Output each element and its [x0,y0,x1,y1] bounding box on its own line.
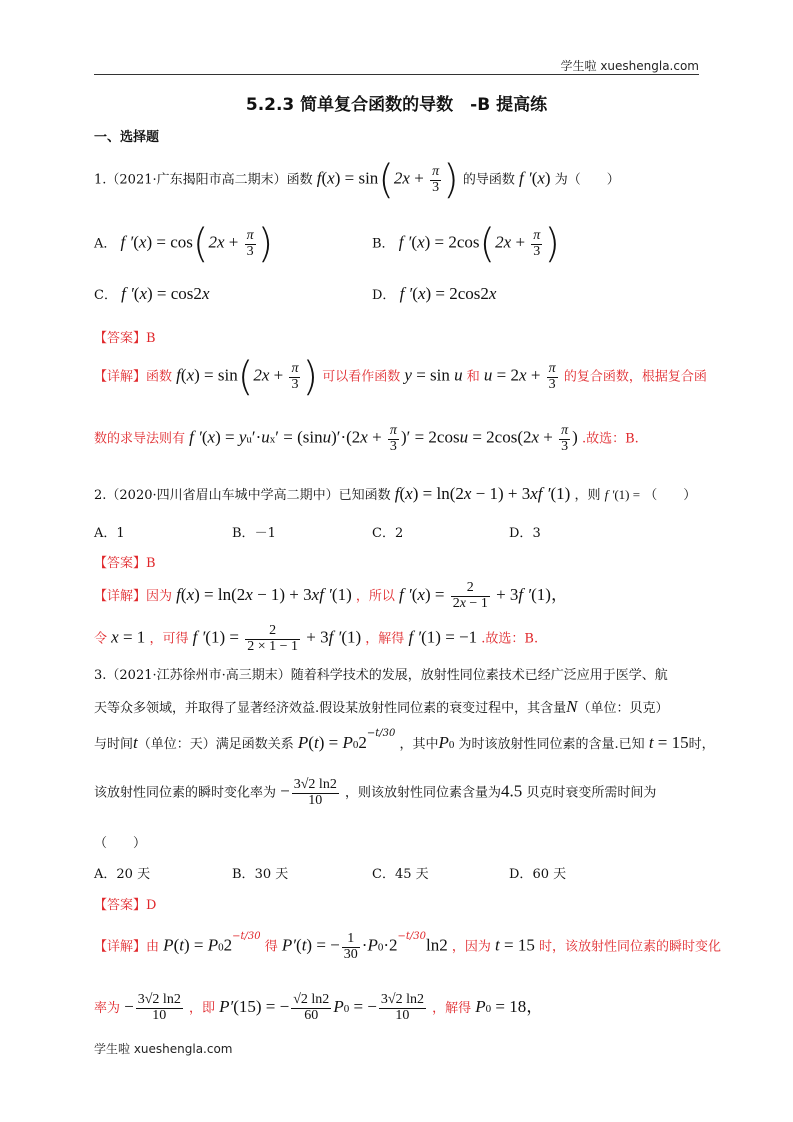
q1-detail-line1: 【详解】函数 f(x) = sin(2x + $\frac{\pi}{3}$ ) 可以看作函数 y = sin u 和 u = 2x + $\frac{\pi}{3}$ 的复合函数，根据复合函 [94,354,707,400]
q1-option-c: C． f ′(x) = cos2x [94,284,210,303]
q2-option-d: D．3 [509,526,541,541]
page-title: 5.2.3 简单复合函数的导数 -B 提高练 [245,95,548,115]
q3-option-c: C．45 天 [372,867,429,882]
q1-option-d: D． f ′(x) = 2cos2x [372,284,497,303]
q3-option-a: A．20 天 [94,867,151,882]
q3-option-b: B．30 天 [232,867,289,882]
q2-option-c: C．2 [372,526,404,541]
q2-detail-line2: 令 x = 1 ，可得 f ′(1) = $\frac{2}{2 \times 1 - 1}$ + 3f ′(1) ，解得 f ′(1) = −1 .故选：B. [94,623,539,654]
q1-option-a: A． f ′(x) = cos(2x + $\frac{\pi}{3}$ ) [94,221,274,267]
q1-option-b: B． f ′(x) = 2cos(2x + $\frac{\pi}{3}$ ) [372,221,560,267]
q3-line2: 天等众多领域，并取得了显著经济效益.假设某放射性同位素的衰变过程中，其含量N（单位：贝克） [94,697,669,716]
q3-line4: 该放射性同位素的瞬时变化率为 − $\frac{3√2 \ln 2}{10}$ ，则该放射性同位素含量为4.5 贝克时衰变所需时间为 [94,777,657,808]
q1-answer: 【答案】B [94,331,156,346]
q3-line3: 与时间t（单位：天）满足函数关系 $P(t) = P02^{-t/30}$ ，其中P0 为时该放射性同位素的含量.已知 t = 15时， [94,728,715,752]
q3-detail-line1: 【详解】由 $P(t) = P02^{-t/30}$ 得 P′(t) = − $\frac{1}{30}$ $\cdot P0\cdot 2^{-t/30}\ln 2$ ，因为 t = 15 时，该放射性同位素的瞬时变化 [94,930,722,962]
q3-line1: 3.（2021·江苏徐州市·高三期末）随着科学技术的发展，放射性同位素技术已经广泛应用于医学、航 [94,668,668,683]
q2-option-a: A．1 [94,526,125,541]
q2-detail-line1: 【详解】因为 f(x) = ln(2x − 1) + 3xf ′(1) ，所以 f ′(x) = $\frac{2}{2x - 1}$ + 3f ′(1)， [94,580,568,611]
page-header: 学生啦 xueshengla.com [560,59,699,73]
q3-line5: （ ） [94,836,147,851]
q2-option-b: B．－1 [232,526,276,541]
q1-stem: 1.（2021·广东揭阳市高二期末）函数 f(x) = sin(2x + $\frac{\pi}{3}$ ) 的导函数 f ′(x) 为（ ） [94,157,620,203]
q2-answer: 【答案】B [94,556,156,571]
page-footer: 学生啦 xueshengla.com [94,1042,233,1056]
q3-option-d: D．60 天 [509,867,567,882]
q3-detail-line2: 率为 − $\frac{3√2 \ln 2}{10}$ ，即 P′(15) = − $\frac{√2 \ln 2}{60}$ P0 = − $\frac{3√2 \ln 2}{10}$ ，解得 P0 = 18， [94,992,544,1023]
section-heading: 一、选择题 [94,130,160,145]
q3-answer: 【答案】D [94,898,157,913]
header-divider [94,74,699,75]
q1-detail-line2: 数的求导法则有 f ′(x) = yu′·ux′ = (sinu)′·(2x + $\frac{\pi}{3}$ )′ = 2cosu = 2cos(2x + $\frac{\pi}{3}$ ) .故选：B. [94,423,639,454]
q2-stem: 2.（2020·四川省眉山车城中学高二期中）已知函数 f(x) = ln(2x − 1) + 3xf ′(1) ，则 f ′(1) = （ ） [94,484,697,503]
